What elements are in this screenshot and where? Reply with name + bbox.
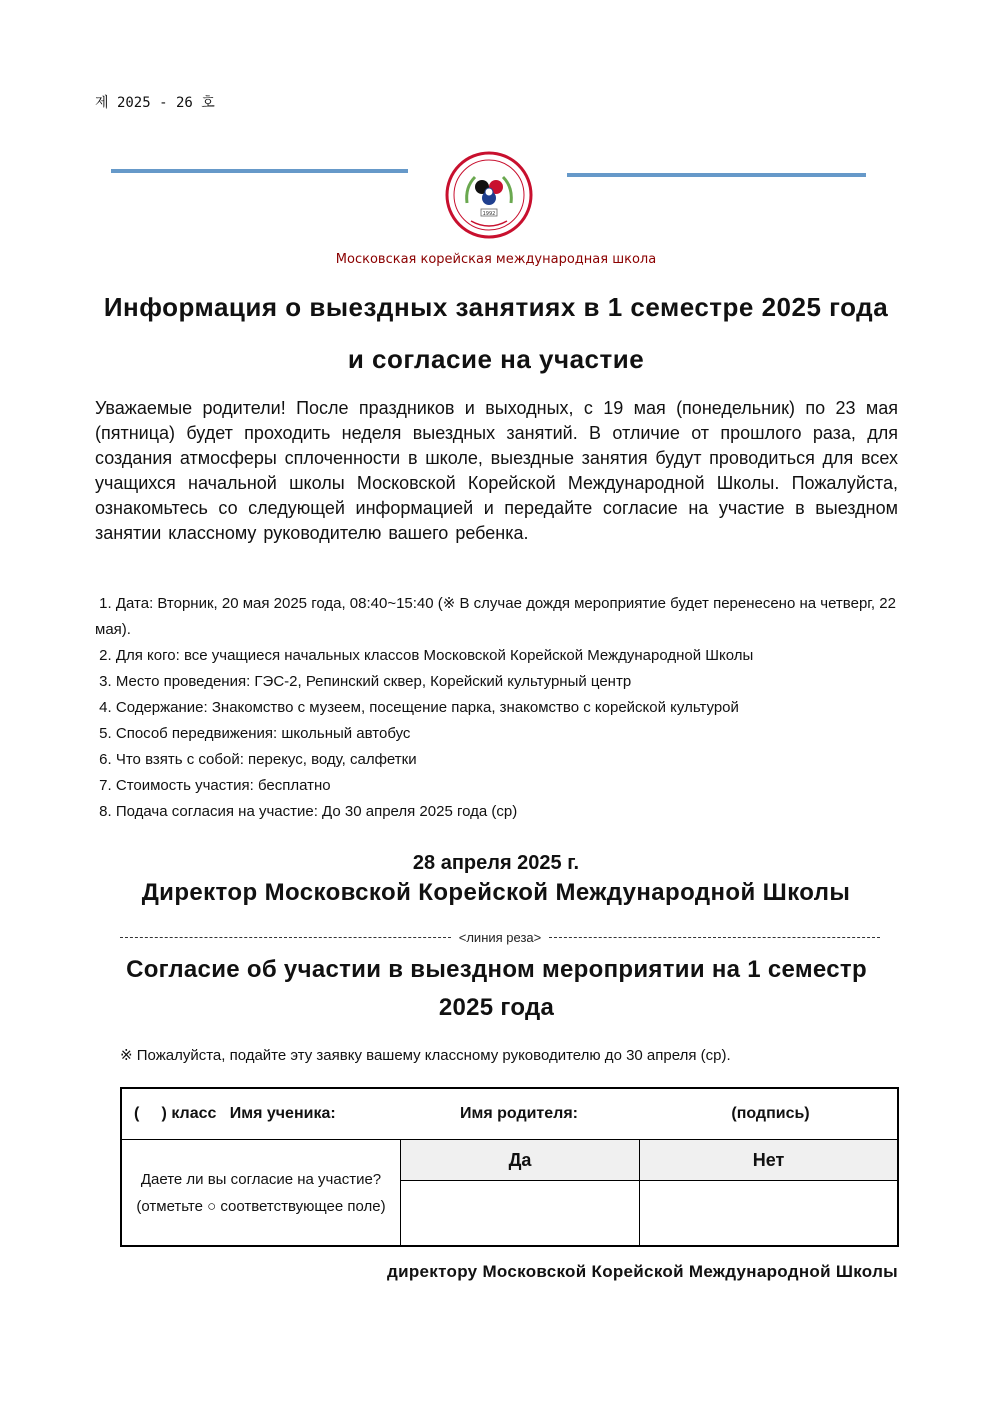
consent-form-table (120, 1087, 899, 1247)
school-emblem-icon (445, 151, 533, 239)
intro-paragraph: Уважаемые родители! После праздников и выходных, с 19 мая (понедельник) по 23 мая (пятница) будет проходить неделя выездных занятий. В отличие от прошлого раза, для создания атмосферы сплоченности в школе, выездные занятия будут проводиться для всех учащихся начальной школы Московской Корейской Международной Школы. Пожалуйста, ознакомьтесь со следующей информацией и передайте согласие на участие в выездном занятии классному руководителю вашего ребенка. (95, 398, 898, 543)
document-number: 제 2025 - 26 호 (95, 95, 215, 111)
parent-name-field[interactable]: Имя родителя: (459, 1105, 578, 1122)
form-header-row (121, 1088, 898, 1140)
signoff-date: 28 апреля 2025 г. (412, 852, 580, 874)
class-and-student-field[interactable]: ( ) класс Имя ученика: (134, 1105, 336, 1122)
consent-title-line1: Согласие об участии в выездном мероприятии на 1 семестр (126, 956, 867, 983)
addressee: директору Московской Корейской Международной Школы (387, 1262, 898, 1281)
header-rule-right (567, 173, 866, 177)
signature-field[interactable]: (подпись) (731, 1105, 810, 1122)
no-mark-cell[interactable] (640, 1181, 899, 1247)
details-item: 8. Подача согласия на участие: До 30 апреля 2025 года (ср) (99, 803, 518, 820)
details-item: 4. Содержание: Знакомство с музеем, посещение парка, знакомство с корейской культурой (99, 699, 739, 716)
details-item: 3. Место проведения: ГЭС-2, Репинский сквер, Корейский культурный центр (99, 673, 632, 690)
signoff-director: Директор Московской Корейской Международной Школы (141, 879, 851, 906)
cut-line-dash-right (549, 937, 880, 938)
no-header: Нет (640, 1140, 899, 1181)
page-title-line1: Информация о выездных занятиях в 1 семестре 2025 года (103, 292, 889, 322)
cut-line-dash-left (120, 937, 451, 938)
details-item: 2. Для кого: все учащиеся начальных классов Московской Корейской Международной Школы (99, 647, 754, 664)
school-name: Московская корейская международная школа (335, 252, 657, 267)
details-item: 6. Что взять с собой: перекус, воду, салфетки (99, 751, 417, 768)
cut-line (120, 930, 880, 945)
header-rule-left (111, 169, 408, 173)
consent-question: Даете ли вы согласие на участие? (отметьте ○ соответствующее поле) (121, 1140, 401, 1247)
emblem-year: 1992 (482, 211, 496, 217)
details-item: 5. Способ передвижения: школьный автобус (99, 725, 411, 742)
consent-note: ※ Пожалуйста, подайте эту заявку вашему классному руководителю до 30 апреля (ср). (120, 1047, 731, 1064)
cut-line-label: <линия реза> (458, 930, 542, 945)
yes-mark-cell[interactable] (401, 1181, 640, 1247)
page-title-line2: и согласие на участие (347, 344, 645, 374)
details-item: 1. Дата: Вторник, 20 мая 2025 года, 08:40~15:40 (※ В случае дождя мероприятие будет перенесено на четверг, 22 мая). (95, 595, 896, 638)
details-list (95, 591, 898, 825)
consent-title-line2: 2025 года (438, 994, 555, 1021)
details-item: 7. Стоимость участия: бесплатно (99, 777, 331, 794)
yes-header: Да (401, 1140, 640, 1181)
